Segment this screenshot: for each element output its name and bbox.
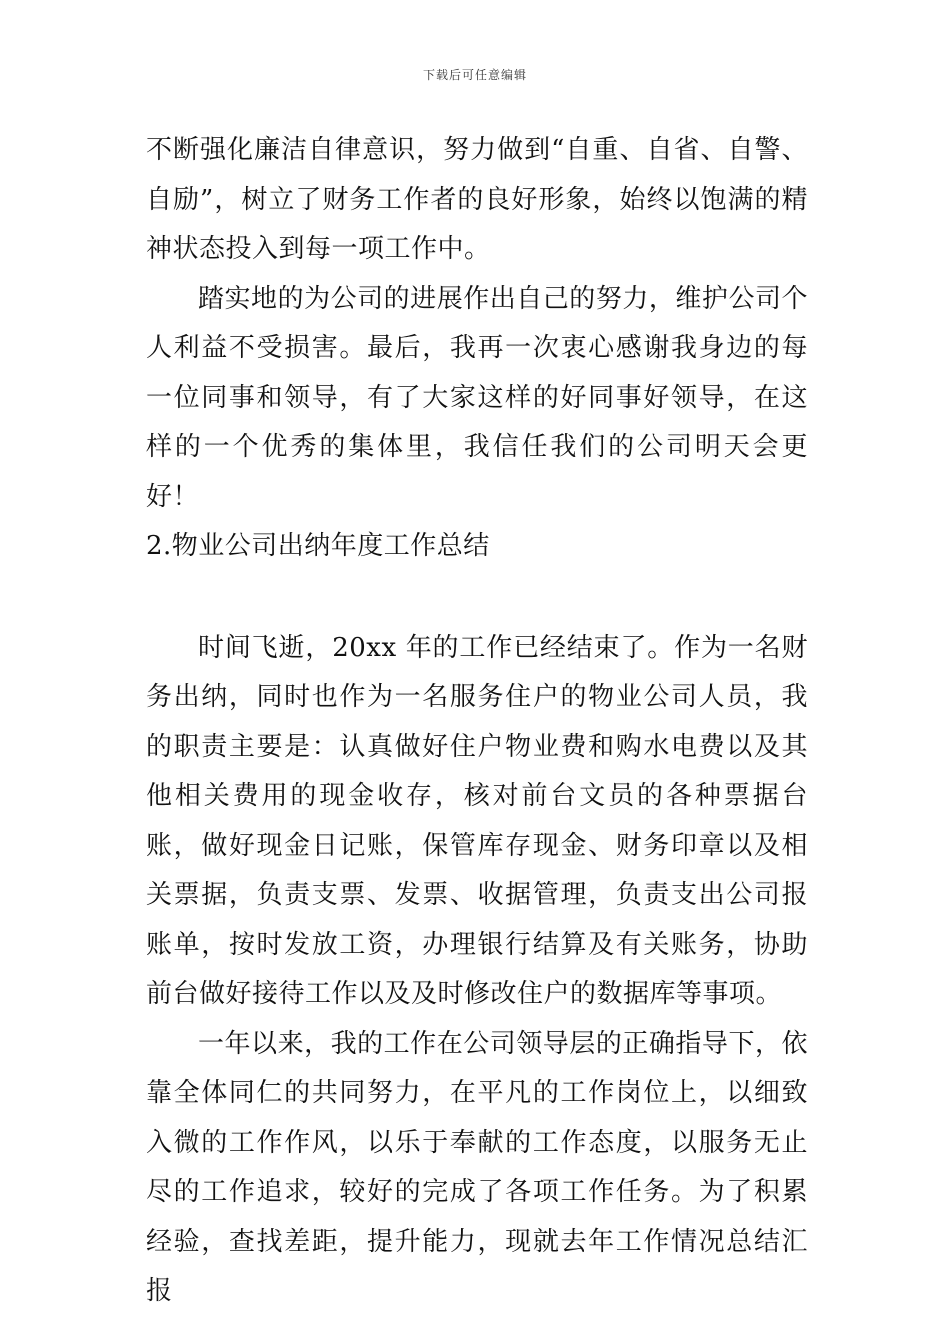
paragraph-summary: 一年以来，我的工作在公司领导层的正确指导下，依靠全体同仁的共同努力，在平凡的工作岗位上，以细致入微的工作作风，以乐于奉献的工作态度，以服务无止尽的工作追求，较好的完成了各项工作任务。为了积累经验，查找差距，提升能力，现就去年工作情况总结汇报 <box>146 1028 808 1306</box>
paragraph-closing: 踏实地的为公司的进展作出自己的努力，维护公司个人利益不受损害。最后，我再一次衷心感谢我身边的每一位同事和领导，有了大家这样的好同事好领导，在这样的一个优秀的集体里，我信任我们的公司明天会更好！ <box>146 283 808 512</box>
section-heading: 2.物业公司出纳年度工作总结 <box>146 531 490 561</box>
paragraph-duties: 时间飞逝，20xx 年的工作已经结束了。作为一名财务出纳，同时也作为一名服务住户的物业公司人员，我的职责主要是：认真做好住户物业费和购水电费以及其他相关费用的现金收存，核对前台文员的各种票据台账，做好现金日记账，保管库存现金、财务印章以及相关票据，负责支票、发票、收据管理，负责支出公司报账单，按时发放工资，办理银行结算及有关账务，协助前台做好接待工作以及及时修改住户的数据库等事项。 <box>146 632 808 1009</box>
section-spacer <box>146 572 808 624</box>
page-header-note: 下载后可任意编辑 <box>422 68 527 82</box>
document-body <box>146 126 808 1317</box>
paragraph-continuation: 不断强化廉洁自律意识，努力做到“自重、自省、自警、自励”，树立了财务工作者的良好形象，始终以饱满的精神状态投入到每一项工作中。 <box>146 135 808 264</box>
